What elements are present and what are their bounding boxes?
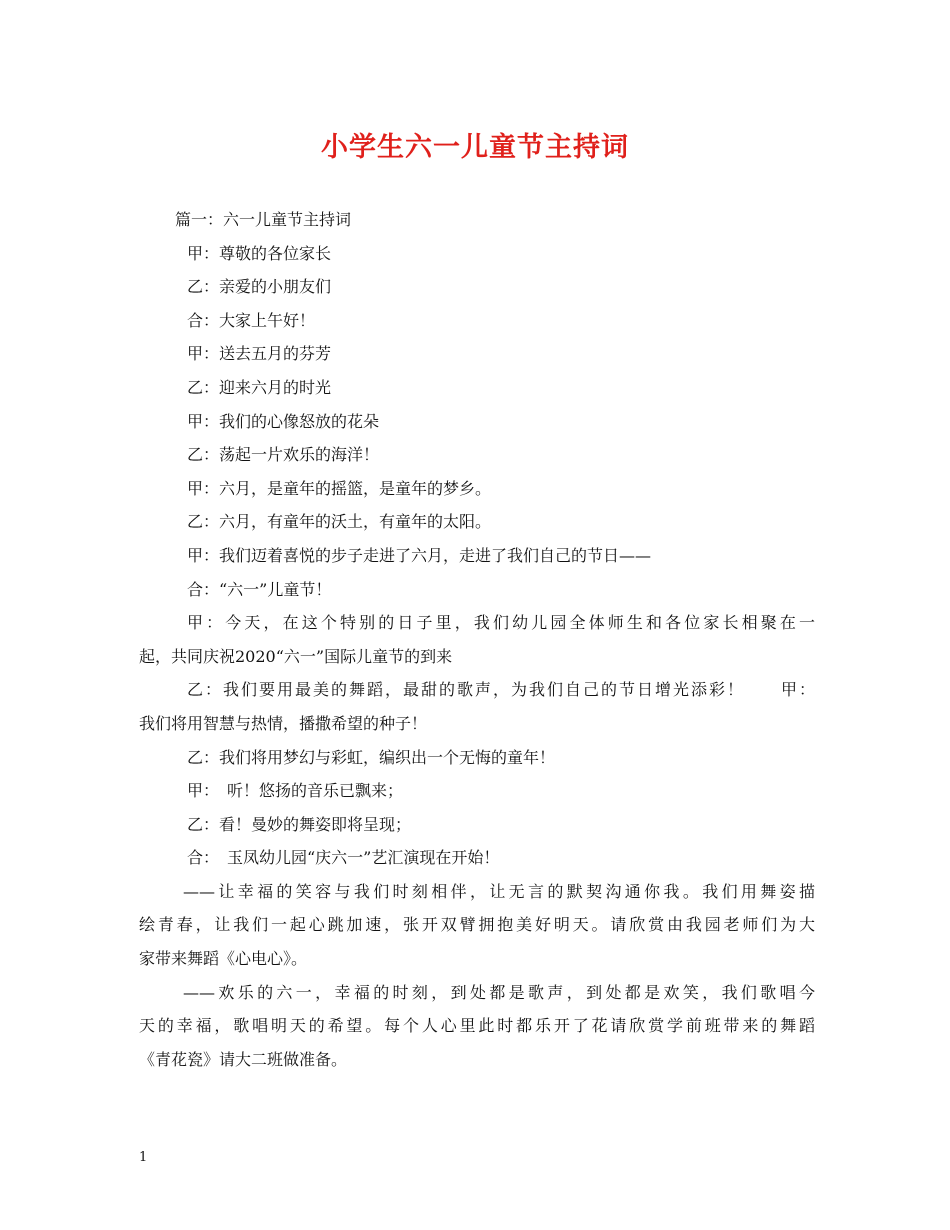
text-line: 篇一：六一儿童节主持词 xyxy=(175,210,352,229)
text-line: 乙：看！曼妙的舞姿即将呈现； xyxy=(187,814,412,834)
text-line: 甲：我们的心像怒放的花朵 xyxy=(187,411,380,431)
text-line: 合： 玉凤幼儿园“庆六一”艺汇演现在开始！ xyxy=(187,848,500,868)
text-line: 乙：荡起一片欢乐的海洋！ xyxy=(187,445,380,465)
text-line: 甲：今天，在这个特别的日子里，我们幼儿园全体师生和各位家长相聚在一 xyxy=(187,613,815,633)
text-line: 家带来舞蹈《心电心》。 xyxy=(139,949,308,969)
text-line: 乙：六月，有童年的沃土，有童年的太阳。 xyxy=(187,512,492,532)
text-line: 合：“六一”儿童节！ xyxy=(187,579,332,599)
text-line: 甲： 听！悠扬的音乐已飘来； xyxy=(187,781,404,801)
text-line: 合：大家上午好！ xyxy=(187,310,316,330)
text-line: 乙：迎来六月的时光 xyxy=(187,377,332,397)
text-line: ——欢乐的六一，幸福的时刻，到处都是歌声，到处都是欢笑，我们歌唱今 xyxy=(183,982,815,1002)
text-line: 甲：送去五月的芬芳 xyxy=(187,344,332,364)
text-line: ——让幸福的笑容与我们时刻相伴，让无言的默契沟通你我。我们用舞姿描 xyxy=(183,881,815,901)
text-line: 乙：我们要用最美的舞蹈，最甜的歌声，为我们自己的节日增光添彩！ 甲： xyxy=(187,680,815,700)
text-line: 天的幸福，歌唱明天的希望。每个人心里此时都乐开了花请欣赏学前班带来的舞蹈 xyxy=(139,1016,815,1036)
text-line: 甲：我们迈着喜悦的步子走进了六月，走进了我们自己的节日—— xyxy=(187,545,652,565)
document-body xyxy=(139,203,815,1076)
document-title: 小学生六一儿童节主持词 xyxy=(321,132,629,163)
text-line: 乙：亲爱的小朋友们 xyxy=(187,277,332,297)
page-number: 1 xyxy=(139,1150,148,1165)
text-line: 我们将用智慧与热情，播撒希望的种子！ xyxy=(139,713,428,733)
text-line: 绘青春，让我们一起心跳加速，张开双臂拥抱美好明天。请欣赏由我园老师们为大 xyxy=(139,915,815,935)
text-line: 甲：六月，是童年的摇篮，是童年的梦乡。 xyxy=(187,478,492,498)
text-line: 甲：尊敬的各位家长 xyxy=(187,243,332,263)
text-line: 乙：我们将用梦幻与彩虹，编织出一个无悔的童年！ xyxy=(187,747,556,767)
text-line: 起，共同庆祝2020“六一”国际儿童节的到来 xyxy=(139,646,453,666)
text-line: 《青花瓷》请大二班做准备。 xyxy=(139,1049,348,1069)
